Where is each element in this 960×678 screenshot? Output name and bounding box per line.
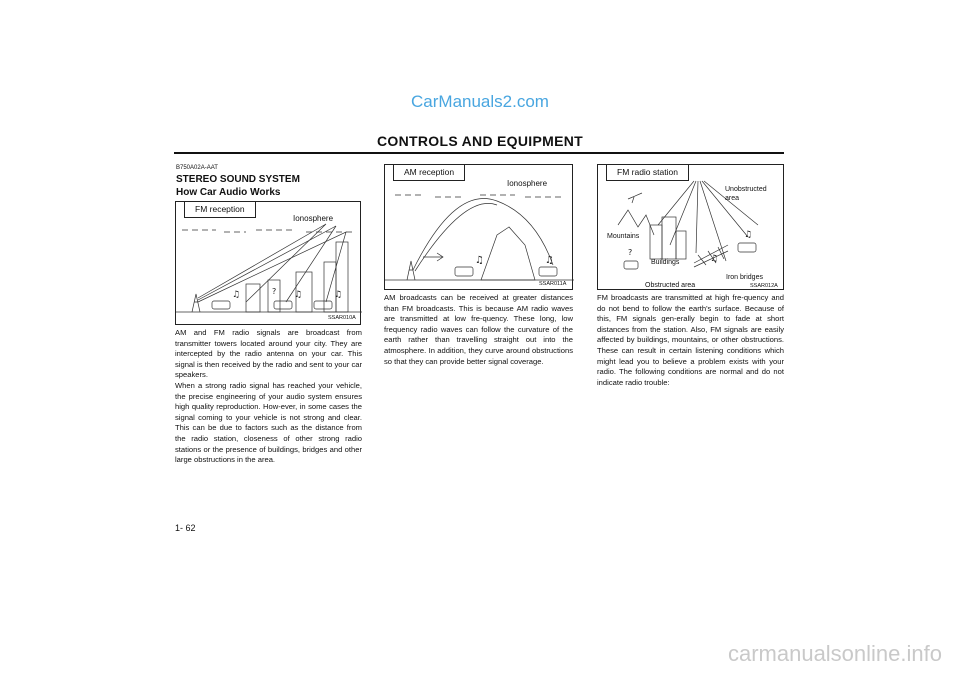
section-title: STEREO SOUND SYSTEM [176, 174, 300, 185]
note-icon: ♫ [545, 255, 554, 266]
svg-text:?: ? [272, 287, 277, 296]
watermark: CarManuals2.com [411, 92, 549, 111]
footer-watermark: carmanualsonline.info [727, 641, 942, 666]
page-number: 1- 62 [175, 523, 196, 533]
figure-code: SSAR011A [539, 281, 567, 287]
fm-radio-station-tab: FM radio station [606, 164, 689, 181]
paragraph-fm-broadcasts: FM broadcasts are transmitted at high fre-quency and do not bend to follow the earth's surface. Because of this, FM signals gen-erally begin to fade at short distances from the station. Also, FM signals are easily affected by buildings, mountains, or other obstructions. These can result in certain listening conditions which might lead you to believe a problem exists with your radio. The following conditions are normal and do not indicate radio trouble: [597, 293, 784, 387]
svg-text:?: ? [628, 248, 633, 257]
header-rule [174, 152, 784, 154]
note-icon: ♫ [232, 290, 241, 300]
unobstructed-area-label: Unobstructed area [725, 186, 767, 202]
am-reception-figure [384, 164, 573, 290]
page-header: CONTROLS AND EQUIPMENT [377, 133, 583, 149]
figure-code: SSAR012A [750, 283, 778, 289]
mountains-label: Mountains [607, 233, 640, 240]
fm-reception-illustration [176, 202, 362, 326]
fm-radio-station-figure [597, 164, 784, 290]
section-code: B750A02A-AAT [176, 165, 218, 171]
buildings-label: Buildings [651, 259, 680, 266]
section-subtitle: How Car Audio Works [176, 187, 281, 198]
paragraph-am-broadcasts: AM broadcasts can be received at greater distances than FM broadcasts. This is because AM radio waves are transmitted at low fre-quency. These long, low frequency radio waves can follow the curvature of the earth rather than travelling straight out into the atmosphere. In addition, they curve around obstructions so that they can provide better signal coverage. [384, 293, 573, 366]
note-icon: ♫ [475, 255, 484, 266]
paragraph-how-it-works: AM and FM radio signals are broadcast from transmitter towers located around your city. They are intercepted by the radio antenna on your car. This signal is then received by the radio and sent to your car speakers. When a strong radio signal has reached your vehicle, the precise engineering of your audio system ensures high quality reproduction. How-ever, in some cases the signal coming to your vehicle is not strong and clear. This can be due to factors such as the distance from the radio station, closeness of other strong radio stations or the presence of buildings, bridges and other large obstructions in the area. [175, 328, 362, 465]
note-icon: ♫ [744, 230, 753, 240]
ionosphere-label: Ionosphere [507, 179, 548, 188]
note-icon: ♫ [710, 254, 719, 264]
note-icon: ♫ [334, 290, 343, 300]
iron-bridges-label: Iron bridges [726, 274, 763, 281]
fm-reception-figure [175, 201, 361, 325]
note-icon: ♫ [294, 290, 303, 300]
fm-reception-tab: FM reception [184, 201, 256, 218]
obstructed-area-label: Obstructed area [645, 282, 696, 289]
ionosphere-label: Ionosphere [293, 214, 334, 223]
figure-code: SSAR010A [328, 315, 356, 321]
am-reception-tab: AM reception [393, 164, 465, 181]
